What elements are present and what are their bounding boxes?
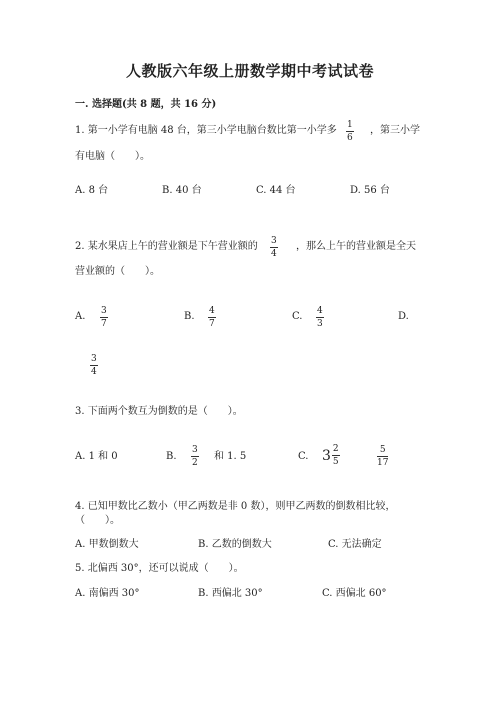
question-4-option-a[interactable]: A. 甲数倒数大: [75, 539, 139, 550]
question-2-option-c[interactable]: C.: [292, 311, 303, 322]
fraction-numerator: 2: [332, 444, 339, 454]
fraction-bar: [90, 365, 98, 366]
question-1-text-cont: ，第三小学: [370, 125, 420, 136]
fraction-numerator: 5: [379, 445, 386, 455]
question-2-option-b-fraction: [208, 306, 216, 329]
fraction-numerator: 4: [317, 306, 323, 316]
question-3-option-b-tail: 和 1. 5: [214, 451, 247, 462]
question-2-fraction: [270, 236, 278, 259]
question-2-option-c-fraction: [316, 306, 324, 329]
fraction-numerator: 1: [347, 120, 353, 130]
fraction-bar: [270, 247, 278, 248]
question-5-option-a[interactable]: A. 南偏西 30°: [75, 588, 140, 599]
fraction-denominator: 7: [101, 319, 107, 329]
question-2-option-b[interactable]: B.: [184, 311, 195, 322]
question-2-option-a-fraction: [100, 306, 108, 329]
question-1-option-b[interactable]: B. 40 台: [162, 185, 202, 196]
question-4-text-line2: （ ）。: [75, 515, 120, 526]
question-1-text: 1. 第一小学有电脑 48 台，第三小学电脑台数比第一小学多: [75, 125, 337, 136]
fraction-bar: [208, 317, 216, 318]
question-5-text: 5. 北偏西 30°，还可以说成（ ）。: [75, 563, 244, 574]
fraction-denominator: 17: [377, 458, 389, 468]
question-3-option-b-fraction: [191, 445, 199, 468]
question-5-option-b[interactable]: B. 西偏北 30°: [198, 588, 263, 599]
question-2-option-d-fraction: [90, 354, 98, 377]
mixed-fraction: [332, 444, 340, 467]
fraction-bar: [100, 317, 108, 318]
fraction-numerator: 3: [101, 306, 107, 316]
fraction-bar: [316, 317, 324, 318]
page-title: 人教版六年级上册数学期中考试试卷: [125, 62, 374, 80]
question-5-option-c[interactable]: C. 西偏北 60°: [322, 588, 387, 599]
question-1-option-d[interactable]: D. 56 台: [350, 185, 390, 196]
question-3-text: 3. 下面两个数互为倒数的是（ ）。: [75, 406, 243, 417]
question-3-option-c[interactable]: C.: [298, 451, 309, 462]
question-2-text-cont: ，那么上午的营业额是全天: [296, 241, 416, 252]
question-3-option-c-second-fraction: [377, 445, 388, 468]
section-heading: 一. 选择题(共 8 题，共 16 分): [75, 99, 217, 110]
question-2-option-a[interactable]: A.: [75, 311, 86, 322]
mixed-whole: 3: [322, 447, 331, 464]
question-2-option-d[interactable]: D.: [398, 311, 409, 322]
fraction-bar: [191, 456, 199, 457]
fraction-denominator: 6: [347, 133, 353, 143]
question-3-option-c-mixed-number: [322, 444, 340, 467]
question-4-text: 4. 已知甲数比乙数小（甲乙两数是非 0 数），则甲乙两数的倒数相比较，: [75, 501, 396, 512]
fraction-numerator: 4: [209, 306, 215, 316]
fraction-denominator: 7: [209, 319, 215, 329]
question-2-text: 2. 某水果店上午的营业额是下午营业额的: [75, 241, 258, 252]
question-3-option-a[interactable]: A. 1 和 0: [75, 451, 118, 462]
fraction-bar: [377, 456, 388, 457]
question-1-option-c[interactable]: C. 44 台: [256, 185, 296, 196]
fraction-numerator: 3: [91, 354, 97, 364]
fraction-numerator: 3: [192, 445, 198, 455]
fraction-numerator: 3: [271, 236, 277, 246]
question-1-text-line2: 有电脑（ ）。: [75, 151, 150, 162]
question-4-option-c[interactable]: C. 无法确定: [328, 539, 382, 550]
fraction-bar: [346, 131, 354, 132]
fraction-denominator: 2: [192, 458, 198, 468]
question-1-fraction: [346, 120, 354, 143]
fraction-denominator: 3: [317, 319, 323, 329]
fraction-denominator: 4: [91, 367, 97, 377]
question-2-text-line2: 营业额的（ ）。: [75, 266, 160, 277]
fraction-bar: [332, 455, 340, 456]
fraction-denominator: 4: [271, 249, 277, 259]
fraction-denominator: 5: [332, 457, 339, 467]
question-3-option-b[interactable]: B.: [166, 451, 177, 462]
question-4-option-b[interactable]: B. 乙数的倒数大: [198, 539, 272, 550]
question-1-option-a[interactable]: A. 8 台: [75, 185, 109, 196]
